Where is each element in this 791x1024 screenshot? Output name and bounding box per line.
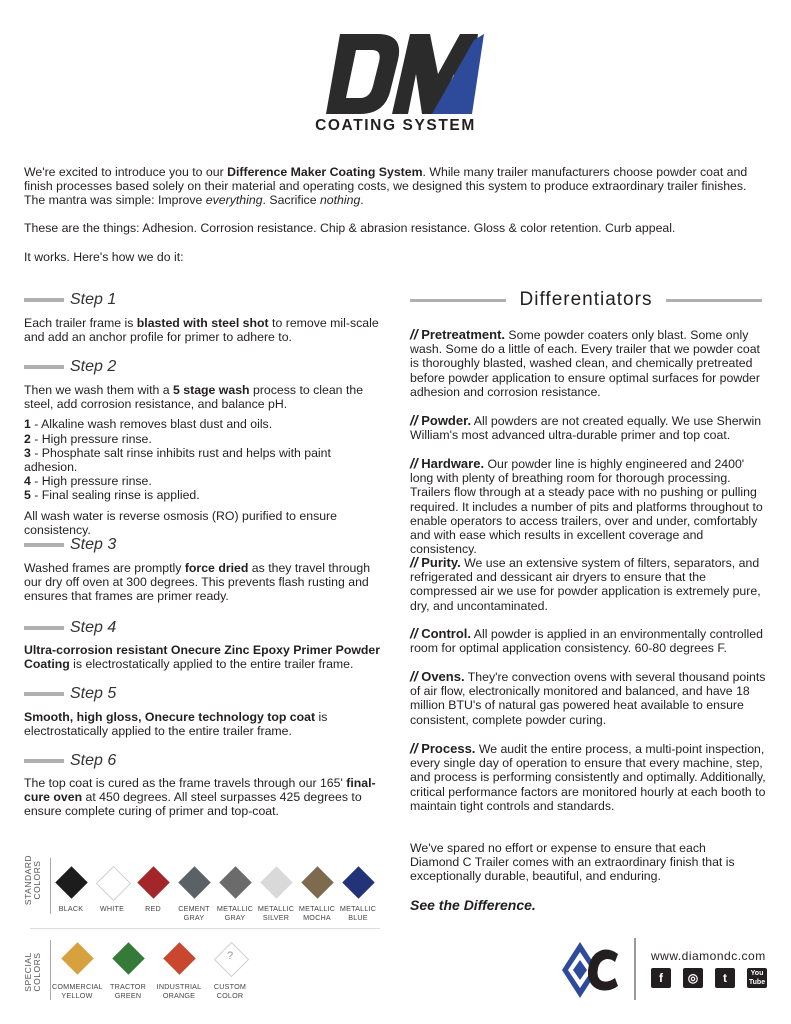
special-color-swatch-name: COMMERCIAL YELLOW xyxy=(52,982,103,1000)
standard-color-swatch xyxy=(178,866,211,899)
step-3-heading: Step 3 xyxy=(24,535,116,555)
footer-divider xyxy=(634,938,636,1000)
logo-subtitle: COATING SYSTEM xyxy=(315,117,476,134)
diff-process: // Process. We audit the entire process, a multi-point inspection, every single day of operation to ensure that every machine, step, and process is performing consistently and optimally. Additionally, critical performance factors are monitored hourly at each booth to maintain tight controls and standards. xyxy=(410,740,766,813)
standard-color-swatch xyxy=(95,866,130,901)
differentiators-heading: Differentiators xyxy=(410,289,762,311)
wash-step-5: 5 - Final sealing rinse is applied. xyxy=(24,488,200,503)
step-4-body: Ultra-corrosion resistant Onecure Zinc Epoxy Primer Powder Coating is electrostatically applied to the entire trailer frame. xyxy=(24,643,381,672)
twitter-icon[interactable]: t xyxy=(715,968,735,988)
standard-color-swatch xyxy=(219,866,252,899)
step-2-heading: Step 2 xyxy=(24,357,116,377)
special-color-swatch xyxy=(163,942,196,975)
diff-hardware: // Hardware. Our powder line is highly engineered and 2400' long with plenty of breathing room for thorough processing. Trailers flow through at a steady pace with no pushing or pulling required. It includes a number of pits and platforms throughout to enable operators to access trailers, over and under, comfortably and with ease which results in excellent coverage and consistency. xyxy=(410,455,763,557)
diff-purity: // Purity. We use an extensive system of filters, separators, and refrigerated and dessicant air dryers to ensure that the compressed air we use for powder application is extremely pure, dry, and uncontaminated. xyxy=(410,554,761,613)
website-link[interactable]: www.diamondc.com xyxy=(651,949,766,963)
special-divider xyxy=(50,940,51,1000)
works-line: It works. Here's how we do it: xyxy=(24,250,184,264)
special-colors-label: SPECIAL COLORS xyxy=(23,952,42,992)
step-1-body: Each trailer frame is blasted with steel shot to remove mil-scale and add an anchor profile for primer to adhere to. xyxy=(24,316,379,345)
standard-color-swatch-name: METALLIC MOCHA xyxy=(298,904,336,922)
step-6-body: The top coat is cured as the frame travels through our 165' final-cure oven at 450 degrees. All steel surpasses 425 degrees to ensure complete curing of primer and top-coat. xyxy=(24,776,376,819)
standard-color-swatch-name: METALLIC BLUE xyxy=(339,904,377,922)
step-5-body: Smooth, high gloss, Onecure technology top coat is electrostatically applied to the entire trailer frame. xyxy=(24,710,328,739)
special-color-swatch-name: CUSTOM COLOR xyxy=(213,982,247,1000)
special-color-swatch xyxy=(112,942,145,975)
standard-color-swatch-name: METALLIC SILVER xyxy=(257,904,295,922)
special-color-swatch-name: TRACTOR GREEN xyxy=(109,982,146,1000)
tagline: See the Difference. xyxy=(410,897,536,913)
diff-powder: // Powder. All powders are not created equally. We use Sherwin William's most advanced ultra-durable primer and top coat. xyxy=(410,412,762,443)
standard-color-swatch-name: CEMENT GRAY xyxy=(178,904,210,922)
step-2-body: Then we wash them with a 5 stage wash process to clean the steel, add corrosion resistance, and balance pH. 1 - Alkaline wash removes blast dust and oils. 2 - High pressure rinse. 3 - Phosphate salt rinse inhibits rust and helps with paint adhesion. 4 - High pressure rinse. 5 - Final sealing rinse is applied. All wash water is reverse osmosis (RO) purified to ensure consistency. xyxy=(24,383,386,537)
diamond-c-logo xyxy=(560,940,622,1000)
facebook-icon[interactable]: f xyxy=(651,968,671,988)
special-color-swatch-name: INDUSTRIAL ORANGE xyxy=(156,982,202,1000)
intro-paragraph: We're excited to introduce you to our Difference Maker Coating System. While many trailer manufacturers choose powder coat and finish processes based solely on their material and operating costs, we designed this system to produce extraordinary trailer finishes. The mantra was simple: Improve everything. Sacrifice nothing. xyxy=(24,165,748,208)
standard-color-swatch xyxy=(342,866,375,899)
standard-color-swatch xyxy=(301,866,334,899)
standard-color-swatch-name: RED xyxy=(145,904,161,913)
standard-color-swatch-name: WHITE xyxy=(99,904,125,913)
color-section-divider xyxy=(30,928,380,929)
wash-step-4: 4 - High pressure rinse. xyxy=(24,474,152,489)
things-line: These are the things: Adhesion. Corrosion resistance. Chip & abrasion resistance. Gloss & color retention. Curb appeal. xyxy=(24,221,676,235)
custom-color-mark: ? xyxy=(226,950,234,962)
diff-pretreatment: // Pretreatment. Some powder coaters only blast. Some only wash. Some do a little of each. Every trailer that we powder coat is thoroughly blasted, washed clean, and chemically pretreated before powder application to ensure optimal surfaces for powder adhesion and corrosion resistance. xyxy=(410,326,760,399)
standard-color-swatch xyxy=(55,866,88,899)
step-4-heading: Step 4 xyxy=(24,618,116,638)
standard-color-swatch xyxy=(260,866,293,899)
standard-colors-label: STANDARD COLORS xyxy=(23,854,42,906)
diff-ovens: // Ovens. They're convection ovens with several thousand points of air flow, electronically monitored and balanced, and have 18 million BTU's of natural gas powered heat available to ensure consistent, complete powder curing. xyxy=(410,668,766,727)
dm-logo xyxy=(326,30,486,116)
wash-step-3: 3 - Phosphate salt rinse inhibits rust and helps with paint adhesion. xyxy=(24,445,331,475)
standard-color-swatch-name: METALLIC GRAY xyxy=(216,904,254,922)
step-5-heading: Step 5 xyxy=(24,684,116,704)
step-1-heading: Step 1 xyxy=(24,290,116,310)
step-3-body: Washed frames are promptly force dried as they travel through our dry off oven at 300 degrees. This prevents flash rusting and ensures that frames are primer ready. xyxy=(24,561,371,604)
closing-paragraph: We've spared no effort or expense to ensure that each Diamond C Trailer comes with an extraordinary finish that is exceptionally durable, beautiful, and enduring. xyxy=(410,841,735,884)
step-6-heading: Step 6 xyxy=(24,751,116,771)
wash-step-2: 2 - High pressure rinse. xyxy=(24,431,152,446)
standard-color-swatch-name: BLACK xyxy=(58,904,84,913)
standard-color-swatch xyxy=(137,866,170,899)
special-color-swatch xyxy=(61,942,94,975)
youtube-icon[interactable]: You Tube xyxy=(748,970,766,986)
diff-control: // Control. All powder is applied in an environmentally controlled room for optimal application consistency. 60-80 degrees F. xyxy=(410,625,763,656)
instagram-icon[interactable]: ◎ xyxy=(683,968,703,988)
wash-step-1: 1 - Alkaline wash removes blast dust and oils. xyxy=(24,417,273,432)
